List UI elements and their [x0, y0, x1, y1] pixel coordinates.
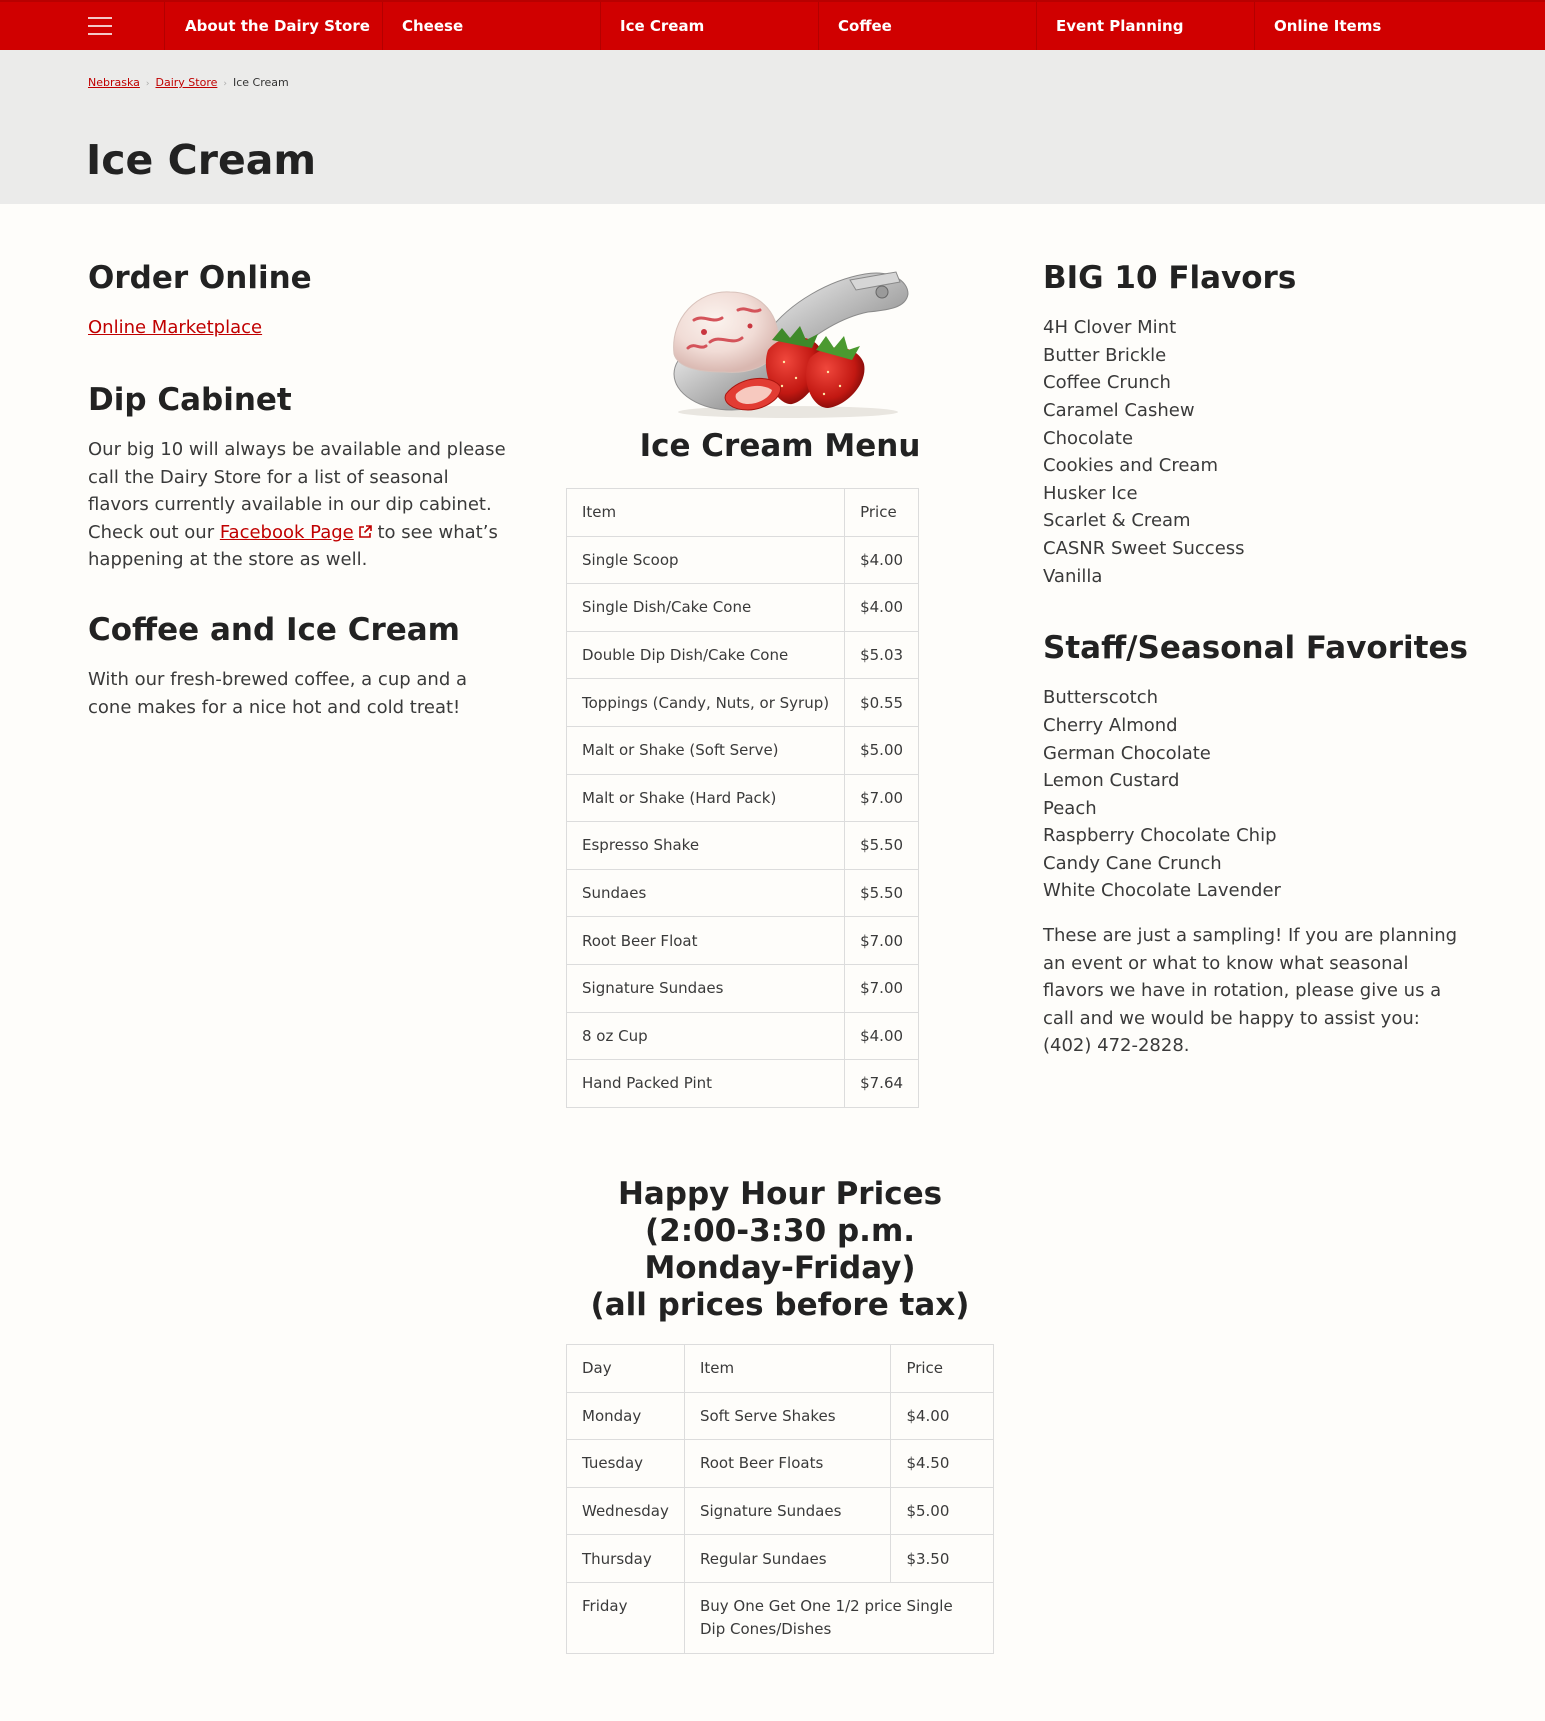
flavor-list-item: Scarlet & Cream [1043, 510, 1191, 532]
column-header-price: Price [891, 1345, 994, 1393]
online-marketplace-link[interactable]: Online Marketplace [88, 317, 263, 339]
happy-hour-day: Tuesday [567, 1440, 685, 1488]
sampling-note: These are just a sampling! If you are planning an event or what to know what seasonal flavors we have in rotation, please give us a call and we would be happy to assist you: (402) 472-2828. [1043, 925, 1458, 1057]
flavor-list-item: Cookies and Cream [1043, 455, 1218, 477]
happy-hour-day: Wednesday [567, 1487, 685, 1535]
table-row [567, 1535, 994, 1583]
menu-item-price: $7.64 [845, 1060, 919, 1108]
menu-item-name: Hand Packed Pint [567, 1060, 845, 1108]
flavor-list-item: Chocolate [1043, 427, 1134, 449]
table-row [567, 917, 919, 965]
column-header-item: Item [684, 1345, 890, 1393]
nav-item-about[interactable]: About the Dairy Store [185, 17, 370, 35]
menu-item-name: Single Scoop [567, 536, 845, 584]
menu-item-name: Toppings (Candy, Nuts, or Syrup) [567, 679, 845, 727]
menu-item-price: $4.00 [845, 536, 919, 584]
dip-cabinet-heading: Dip Cabinet [88, 381, 292, 418]
breadcrumb-link-nebraska[interactable]: Nebraska [88, 76, 140, 89]
menu-item-name: Root Beer Float [567, 917, 845, 965]
happy-hour-price: $4.50 [891, 1440, 994, 1488]
happy-hour-title-line-2: (2:00-3:30 p.m. Monday-Friday) [644, 1213, 916, 1286]
table-row [567, 1012, 919, 1060]
menu-item-price: $4.00 [845, 1012, 919, 1060]
big-10-flavor-list [1043, 314, 1463, 590]
menu-item-price: $4.00 [845, 584, 919, 632]
breadcrumb [88, 76, 289, 89]
menu-item-price: $5.00 [845, 726, 919, 774]
coffee-ice-cream-text: With our fresh-brewed coffee, a cup and a cone makes for a nice hot and cold treat! [88, 669, 468, 718]
flavor-list-item: Butterscotch [1043, 687, 1158, 709]
order-online-heading: Order Online [88, 260, 312, 296]
breadcrumb-current: Ice Cream [232, 76, 289, 89]
happy-hour-price: $4.00 [891, 1392, 994, 1440]
left-column [88, 260, 508, 721]
happy-hour-table [566, 1344, 994, 1654]
happy-hour-price: $5.00 [891, 1487, 994, 1535]
flavor-list-item: Caramel Cashew [1043, 399, 1195, 421]
menu-item-name: Single Dish/Cake Cone [567, 584, 845, 632]
flavor-list-item: 4H Clover Mint [1043, 317, 1177, 339]
menu-item-name: Malt or Shake (Hard Pack) [567, 774, 845, 822]
flavor-list-item: Coffee Crunch [1043, 372, 1171, 394]
flavor-list-item: German Chocolate [1043, 742, 1211, 764]
hamburger-menu-icon[interactable] [88, 17, 112, 35]
menu-item-price: $7.00 [845, 917, 919, 965]
menu-item-name: Signature Sundaes [567, 964, 845, 1012]
ice-cream-scoop-image [660, 262, 916, 420]
nav-divider [818, 2, 819, 50]
happy-hour-title-line-1: Happy Hour Prices [617, 1176, 943, 1212]
happy-hour-heading [566, 1176, 994, 1324]
table-row [567, 726, 919, 774]
table-row [567, 1060, 919, 1108]
flavor-list-item: Candy Cane Crunch [1043, 852, 1222, 874]
facebook-page-link[interactable] [220, 522, 372, 543]
table-header-row [567, 489, 919, 537]
ice-cream-menu-table [566, 488, 919, 1108]
table-row [567, 679, 919, 727]
dip-cabinet-text-part-1: Our big 10 will always be available and please call the Dairy Store for a list of seasonal flavors currently available in our dip cabinet. Check out our [88, 438, 506, 543]
page-title: Ice Cream [86, 136, 317, 184]
happy-hour-day: Thursday [567, 1535, 685, 1583]
menu-item-name: Espresso Shake [567, 822, 845, 870]
table-row [567, 1487, 994, 1535]
menu-item-name: Sundaes [567, 869, 845, 917]
menu-item-price: $7.00 [845, 774, 919, 822]
table-row [567, 869, 919, 917]
table-header-row [567, 1345, 994, 1393]
menu-item-price: $5.50 [845, 869, 919, 917]
nav-divider [1036, 2, 1037, 50]
menu-item-price: $0.55 [845, 679, 919, 727]
staff-favorites-list [1043, 684, 1463, 905]
happy-hour-price: $3.50 [891, 1535, 994, 1583]
happy-hour-day: Monday [567, 1392, 685, 1440]
big-10-flavors-heading: BIG 10 Flavors [1043, 260, 1297, 296]
menu-item-name: Malt or Shake (Soft Serve) [567, 726, 845, 774]
nav-divider [164, 2, 165, 50]
column-header-day: Day [567, 1345, 685, 1393]
table-row [567, 964, 919, 1012]
happy-hour-title-line-3: (all prices before tax) [590, 1287, 970, 1323]
nav-item-cheese[interactable]: Cheese [402, 17, 464, 35]
nav-item-ice-cream[interactable]: Ice Cream [620, 17, 705, 35]
column-header-item: Item [567, 489, 845, 537]
top-navigation [0, 0, 1545, 50]
external-link-icon [358, 525, 372, 539]
nav-item-coffee[interactable]: Coffee [838, 17, 892, 35]
menu-item-name: 8 oz Cup [567, 1012, 845, 1060]
dip-cabinet-text [88, 436, 508, 574]
happy-hour-item: Root Beer Floats [684, 1440, 890, 1488]
coffee-ice-cream-heading: Coffee and Ice Cream [88, 611, 460, 648]
staff-seasonal-favorites-heading: Staff/Seasonal Favorites [1043, 630, 1468, 667]
flavor-list-item: Raspberry Chocolate Chip [1043, 825, 1277, 847]
menu-item-name: Double Dip Dish/Cake Cone [567, 631, 845, 679]
flavor-list-item: Butter Brickle [1043, 344, 1167, 366]
flavor-list-item: Husker Ice [1043, 482, 1138, 504]
right-column [1043, 260, 1468, 1060]
breadcrumb-link-dairy-store[interactable]: Dairy Store [155, 76, 218, 89]
table-row [567, 822, 919, 870]
nav-divider [382, 2, 383, 50]
column-header-price: Price [845, 489, 919, 537]
flavor-list-item: CASNR Sweet Success [1043, 537, 1245, 559]
happy-hour-item: Buy One Get One 1/2 price Single Dip Cones/Dishes [684, 1582, 993, 1653]
chevron-right-icon: › [223, 79, 227, 89]
nav-item-online-items[interactable]: Online Items [1274, 17, 1382, 35]
flavor-list-item: Peach [1043, 797, 1097, 819]
page-header [0, 50, 1545, 204]
menu-item-price: $5.50 [845, 822, 919, 870]
table-row [567, 1392, 994, 1440]
chevron-right-icon: › [145, 79, 150, 89]
facebook-page-link-label: Facebook Page [219, 521, 354, 543]
happy-hour-item: Signature Sundaes [684, 1487, 890, 1535]
table-row [567, 774, 919, 822]
happy-hour-day: Friday [567, 1582, 685, 1653]
flavor-list-item: White Chocolate Lavender [1043, 880, 1281, 902]
table-row [567, 584, 919, 632]
flavor-list-item: Lemon Custard [1043, 770, 1180, 792]
table-row [567, 536, 919, 584]
flavor-list-item: Vanilla [1043, 565, 1103, 587]
menu-item-price: $5.03 [845, 631, 919, 679]
dip-cabinet-text-part-2: to see what’s happening at the store as well. [88, 521, 498, 571]
flavor-list-item: Cherry Almond [1043, 714, 1178, 736]
table-row [567, 1582, 994, 1653]
table-row [567, 631, 919, 679]
happy-hour-item: Regular Sundaes [684, 1535, 890, 1583]
nav-divider [1254, 2, 1255, 50]
table-row [567, 1440, 994, 1488]
nav-divider [600, 2, 601, 50]
happy-hour-item: Soft Serve Shakes [684, 1392, 890, 1440]
nav-item-event-planning[interactable]: Event Planning [1056, 17, 1184, 35]
ice-cream-menu-heading: Ice Cream Menu [639, 428, 921, 464]
menu-item-price: $7.00 [845, 964, 919, 1012]
